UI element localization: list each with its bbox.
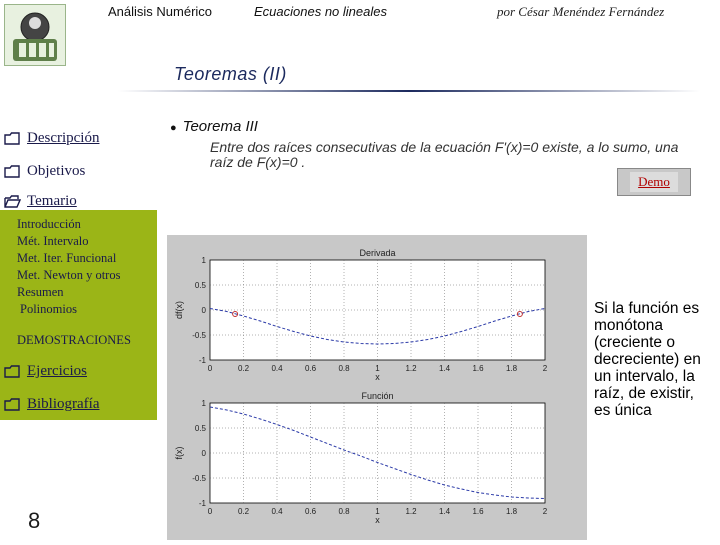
- x-tick-label: 2: [542, 364, 548, 373]
- temario-item-introduccion[interactable]: Introducción: [17, 217, 81, 231]
- y-tick-label: -1: [198, 356, 206, 365]
- x-tick-label: 1.8: [505, 507, 518, 516]
- temario-list: [17, 216, 120, 318]
- temario-item-intervalo[interactable]: Mét. Intervalo: [17, 234, 89, 248]
- y-tick-label: 0: [201, 306, 206, 315]
- chart-title: Función: [361, 391, 394, 401]
- logo-emblem-icon: [5, 5, 65, 65]
- nav-ejercicios[interactable]: [4, 363, 87, 380]
- y-tick-label: 0.5: [194, 424, 206, 433]
- x-tick-label: 1.2: [405, 364, 417, 373]
- open-folder-icon: [4, 195, 21, 208]
- x-tick-label: 1.6: [472, 507, 484, 516]
- folder-icon: [4, 165, 21, 178]
- folder-icon: [4, 132, 21, 145]
- y-tick-label: -0.5: [192, 474, 206, 483]
- nav-demostraciones[interactable]: DEMOSTRACIONES: [17, 333, 131, 347]
- x-axis-label: x: [375, 515, 380, 525]
- header-topic: Ecuaciones no lineales: [254, 4, 387, 19]
- theorem-statement: Entre dos raíces consecutivas de la ecuación F'(x)=0 existe, a lo sumo, una raíz de F(x)=0 .: [210, 139, 679, 170]
- y-axis-label: df(x): [174, 301, 184, 319]
- theorem-title: Teorema III: [182, 118, 258, 135]
- nav-label: Objetivos: [27, 163, 86, 179]
- x-tick-label: 1.8: [505, 364, 518, 373]
- nav-bibliografia[interactable]: [4, 396, 99, 413]
- x-axis-label: x: [375, 372, 380, 382]
- subplot-2: [174, 391, 548, 525]
- x-tick-label: 0.2: [237, 364, 250, 373]
- y-tick-label: 0.5: [194, 281, 206, 290]
- header-course: Análisis Numérico: [108, 4, 213, 19]
- nav-temario[interactable]: [4, 193, 77, 210]
- x-tick-label: 0.4: [271, 507, 283, 516]
- y-tick-label: -0.5: [192, 331, 206, 340]
- x-tick-label: 1: [375, 507, 380, 516]
- nav-label: Ejercicios: [27, 363, 87, 379]
- page-number: 8: [28, 508, 41, 533]
- x-tick-label: 1.4: [438, 364, 451, 373]
- x-tick-label: 1: [375, 364, 380, 373]
- x-tick-label: 0: [207, 507, 213, 516]
- nav-label: Descripción: [27, 130, 100, 146]
- x-tick-label: 1.4: [438, 507, 451, 516]
- temario-item-funcional[interactable]: Met. Iter. Funcional: [17, 251, 117, 265]
- temario-item-newton[interactable]: Met. Newton y otros: [17, 268, 121, 282]
- title-rule: [118, 89, 700, 93]
- y-axis-label: f(x): [174, 446, 184, 460]
- demo-button[interactable]: [617, 168, 691, 196]
- figure-panel: [167, 235, 587, 540]
- x-tick-label: 0.8: [338, 507, 350, 516]
- matlab-figure: [167, 235, 587, 540]
- folder-icon: [4, 398, 21, 411]
- x-tick-label: 0.6: [304, 507, 317, 516]
- university-logo: [4, 4, 66, 66]
- x-tick-label: 2: [542, 507, 548, 516]
- y-tick-label: -1: [198, 499, 206, 508]
- nav-descripcion[interactable]: [4, 130, 99, 147]
- side-note: Si la función es monótona (creciente o decreciente) en un intervalo, la raíz, de existir, es única: [594, 300, 701, 419]
- temario-item-polinomios[interactable]: Polinomios: [20, 302, 77, 316]
- y-tick-label: 1: [201, 399, 206, 408]
- demo-button-label: Demo: [630, 172, 678, 192]
- x-tick-label: 1.2: [405, 507, 417, 516]
- x-tick-label: 0.8: [338, 364, 350, 373]
- x-tick-label: 0.6: [304, 364, 317, 373]
- y-tick-label: 0: [201, 449, 206, 458]
- temario-item-resumen[interactable]: Resumen: [17, 285, 64, 299]
- x-tick-label: 0.4: [271, 364, 283, 373]
- nav-label: Bibliografía: [27, 396, 100, 412]
- folder-icon: [4, 365, 21, 378]
- x-tick-label: 1.6: [472, 364, 484, 373]
- slide-title: Teoremas (II): [174, 64, 287, 84]
- theorem-heading: [170, 118, 258, 135]
- bullet: ●: [170, 122, 177, 134]
- x-tick-label: 0.2: [237, 507, 250, 516]
- header-author: por César Menéndez Fernández: [497, 4, 665, 19]
- nav-objetivos[interactable]: [4, 163, 85, 180]
- nav-label: Temario: [27, 193, 77, 209]
- y-tick-label: 1: [201, 256, 206, 265]
- chart-title: Derivada: [359, 248, 396, 258]
- x-tick-label: 0: [207, 364, 213, 373]
- subplot-1: [174, 248, 548, 382]
